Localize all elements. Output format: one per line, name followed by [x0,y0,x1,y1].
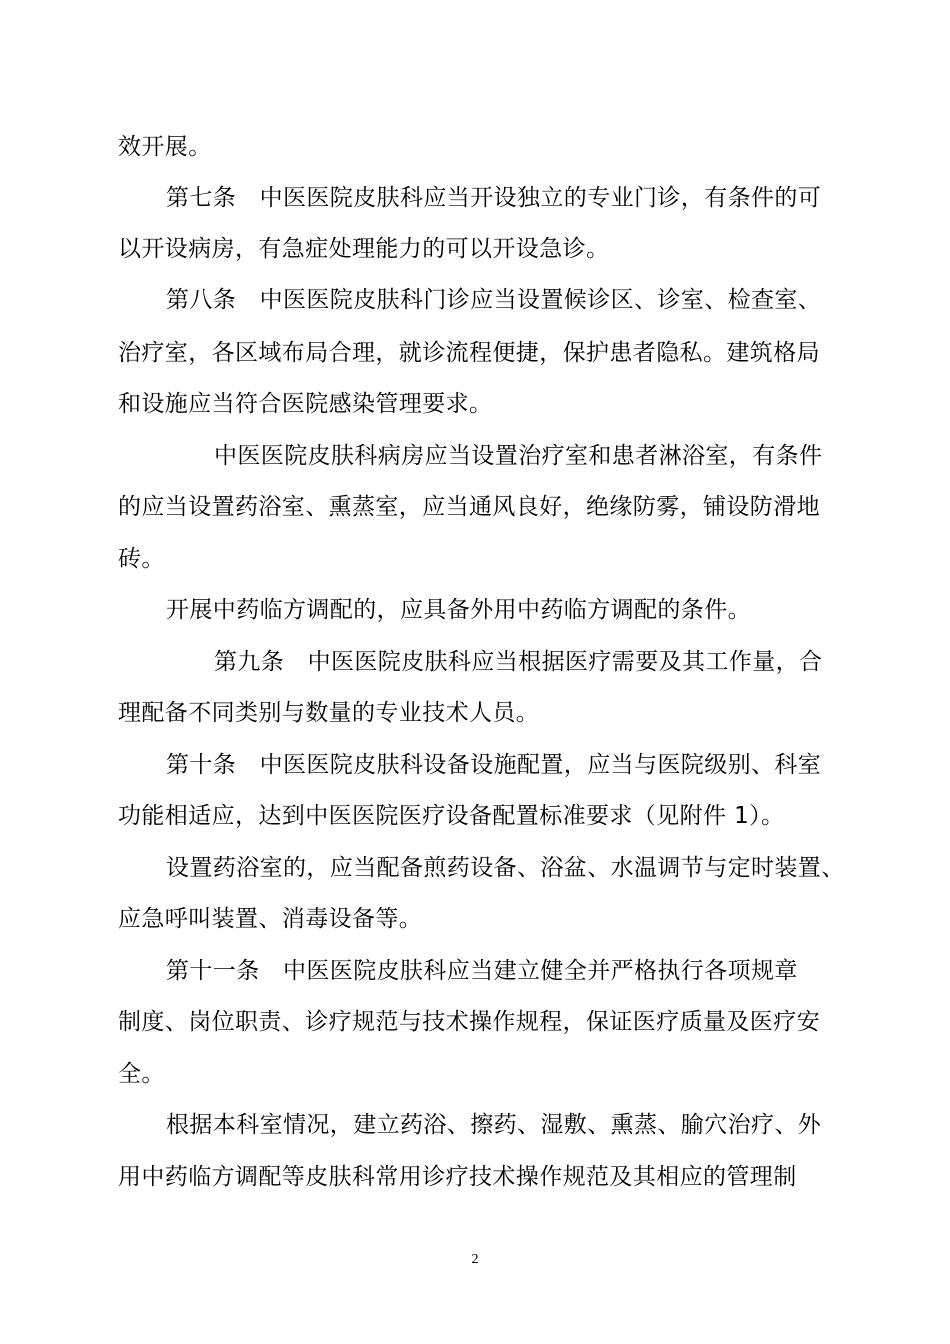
text-line: 设置药浴室的，应当配备煎药设备、浴盆、水温调节与定时装置、 [166,855,845,881]
text-line: 第十条 中医医院皮肤科设备设施配置，应当与医院级别、科室 [166,752,822,778]
text-line: 和设施应当符合医院感染管理要求。 [118,391,493,417]
text-line: 第九条 中医医院皮肤科应当根据医疗需要及其工作量，合 [214,649,823,675]
text-line: 用中药临方调配等皮肤科常用诊疗技术操作规范及其相应的管理制 [118,1164,797,1190]
text-line: 砖。 [118,546,165,572]
text-line: 根据本科室情况，建立药浴、擦药、湿敷、熏蒸、腧穴治疗、外 [166,1112,822,1138]
text-line: 中医医院皮肤科病房应当设置治疗室和患者淋浴室，有条件 [214,443,823,469]
text-line: 第七条 中医医院皮肤科应当开设独立的专业门诊，有条件的可 [166,185,822,211]
page-number: 2 [471,1252,479,1267]
text-line: 的应当设置药浴室、熏蒸室，应当通风良好，绝缘防雾，铺设防滑地 [118,494,820,520]
text-line: 功能相适应，达到中医医院医疗设备配置标准要求（见附件 1）。 [118,803,785,829]
text-line: 治疗室，各区域布局合理，就诊流程便捷，保护患者隐私。建筑格局 [118,340,820,366]
text-line: 效开展。 [118,134,212,160]
text-line: 全。 [118,1061,165,1087]
text-line: 理配备不同类别与数量的专业技术人员。 [118,700,540,726]
text-line: 第八条 中医医院皮肤科门诊应当设置候诊区、诊室、检查室、 [166,287,822,313]
text-line: 开展中药临方调配的，应具备外用中药临方调配的条件。 [166,597,751,623]
text-line: 第十一条 中医医院皮肤科应当建立健全并严格执行各项规章 [166,958,798,984]
text-line: 以开设病房，有急症处理能力的可以开设急诊。 [118,236,610,262]
text-line: 应急呼叫装置、消毒设备等。 [118,906,423,932]
text-line: 制度、岗位职责、诊疗规范与技术操作规程，保证医疗质量及医疗安 [118,1009,820,1035]
